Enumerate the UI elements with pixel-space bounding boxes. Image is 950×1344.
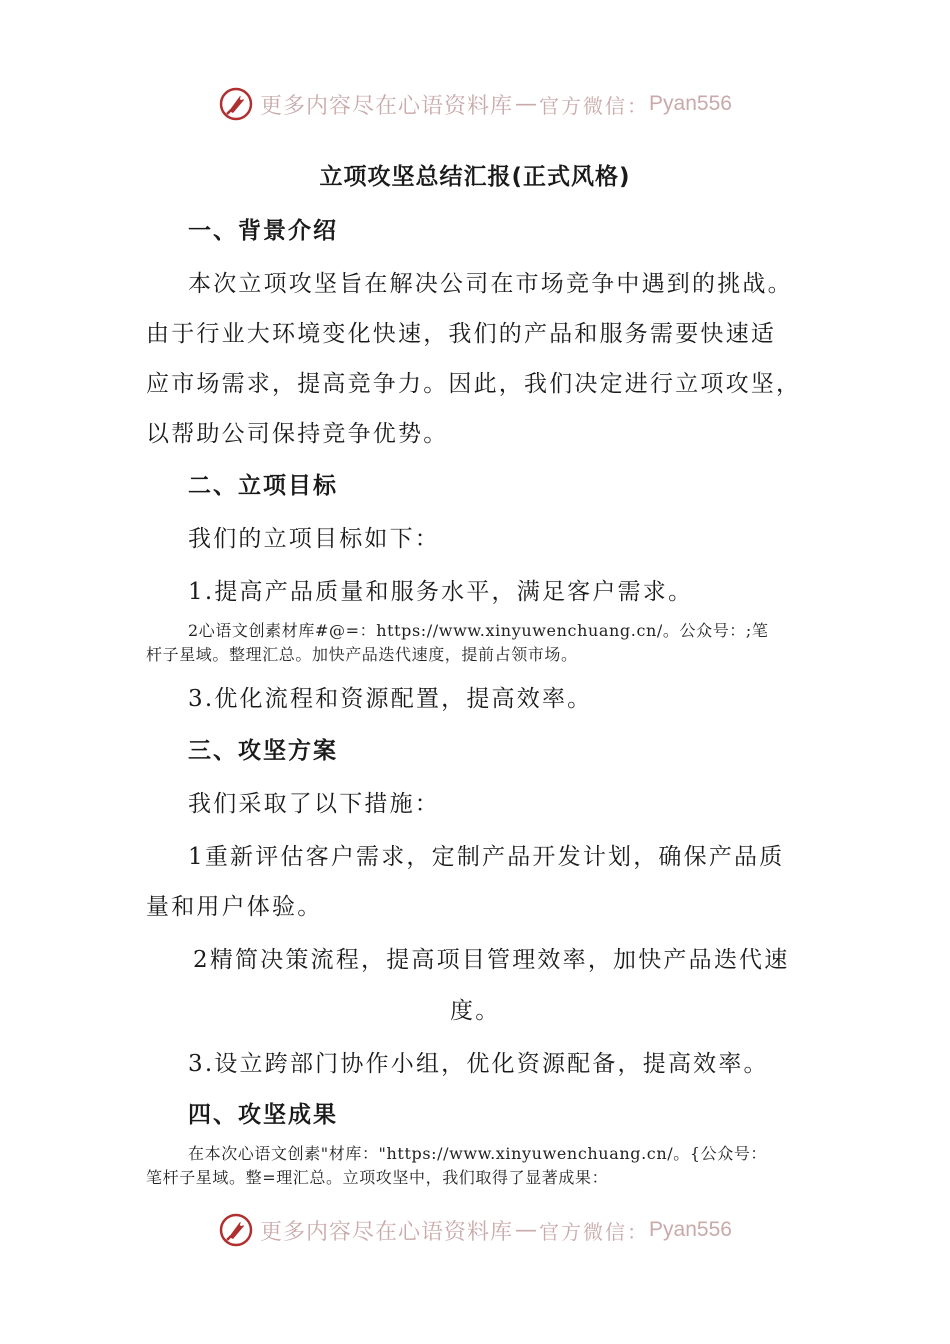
document-title: 立项攻坚总结汇报(正式风格): [319, 164, 631, 190]
banner-wechat-id: Pyan556: [649, 1218, 732, 1241]
pen-nib-logo-icon: [218, 86, 254, 122]
list-item: 1重新评估客户需求，定制产品开发计划，确保产品质: [188, 844, 785, 870]
header-banner: [0, 82, 950, 126]
paragraph-line: 在本次心语文创素"材库："https://www.xinyuwenchuang.cn/。{公众号：: [188, 1144, 768, 1163]
footer-banner: [0, 1208, 950, 1252]
banner-wechat-id: Pyan556: [649, 92, 732, 115]
paragraph-line: 以帮助公司保持竞争优势。: [146, 421, 449, 447]
section-heading-goals: 二、立项目标: [188, 473, 338, 499]
list-item: 2心语文创素材库#@=：https://www.xinyuwenchuang.cn/。公众号：;笔: [188, 621, 769, 640]
paragraph-line: 本次立项攻坚旨在解决公司在市场竞争中遇到的挑战。: [188, 271, 793, 297]
section-heading-results: 四、攻坚成果: [188, 1102, 338, 1128]
banner-dash: —: [515, 1217, 538, 1243]
banner-wechat-label: 官方微信：: [539, 1219, 650, 1244]
list-item: 3.设立跨部门协作小组，优化资源配备，提高效率。: [188, 1051, 769, 1077]
section-heading-plan: 三、攻坚方案: [188, 738, 338, 764]
list-item: 1.提高产品质量和服务水平，满足客户需求。: [188, 579, 694, 605]
banner-dash: —: [515, 91, 538, 117]
list-item: 度。: [450, 998, 501, 1024]
paragraph-line: 我们的立项目标如下：: [188, 526, 440, 552]
section-heading-background: 一、背景介绍: [188, 218, 338, 244]
banner-wechat-label: 官方微信：: [539, 93, 650, 118]
list-item: 2精简决策流程，提高项目管理效率，加快产品迭代速: [193, 947, 790, 973]
paragraph-line: 由于行业大环境变化快速，我们的产品和服务需要快速适: [146, 321, 776, 347]
list-item: 3.优化流程和资源配置，提高效率。: [188, 686, 593, 712]
list-item: 量和用户体验。: [146, 894, 323, 920]
paragraph-line: 笔杆子星域。整=理汇总。立项攻坚中，我们取得了显著成果：: [146, 1168, 609, 1187]
banner-text: 更多内容尽在心语资料库: [260, 93, 514, 119]
paragraph-line: 我们采取了以下措施：: [188, 791, 440, 817]
list-item: 杆子星域。整理汇总。加快产品迭代速度，提前占领市场。: [146, 645, 578, 664]
paragraph-line: 应市场需求，提高竞争力。因此，我们决定进行立项攻坚，: [146, 371, 802, 397]
banner-text: 更多内容尽在心语资料库: [260, 1219, 514, 1245]
pen-nib-logo-icon: [218, 1212, 254, 1248]
